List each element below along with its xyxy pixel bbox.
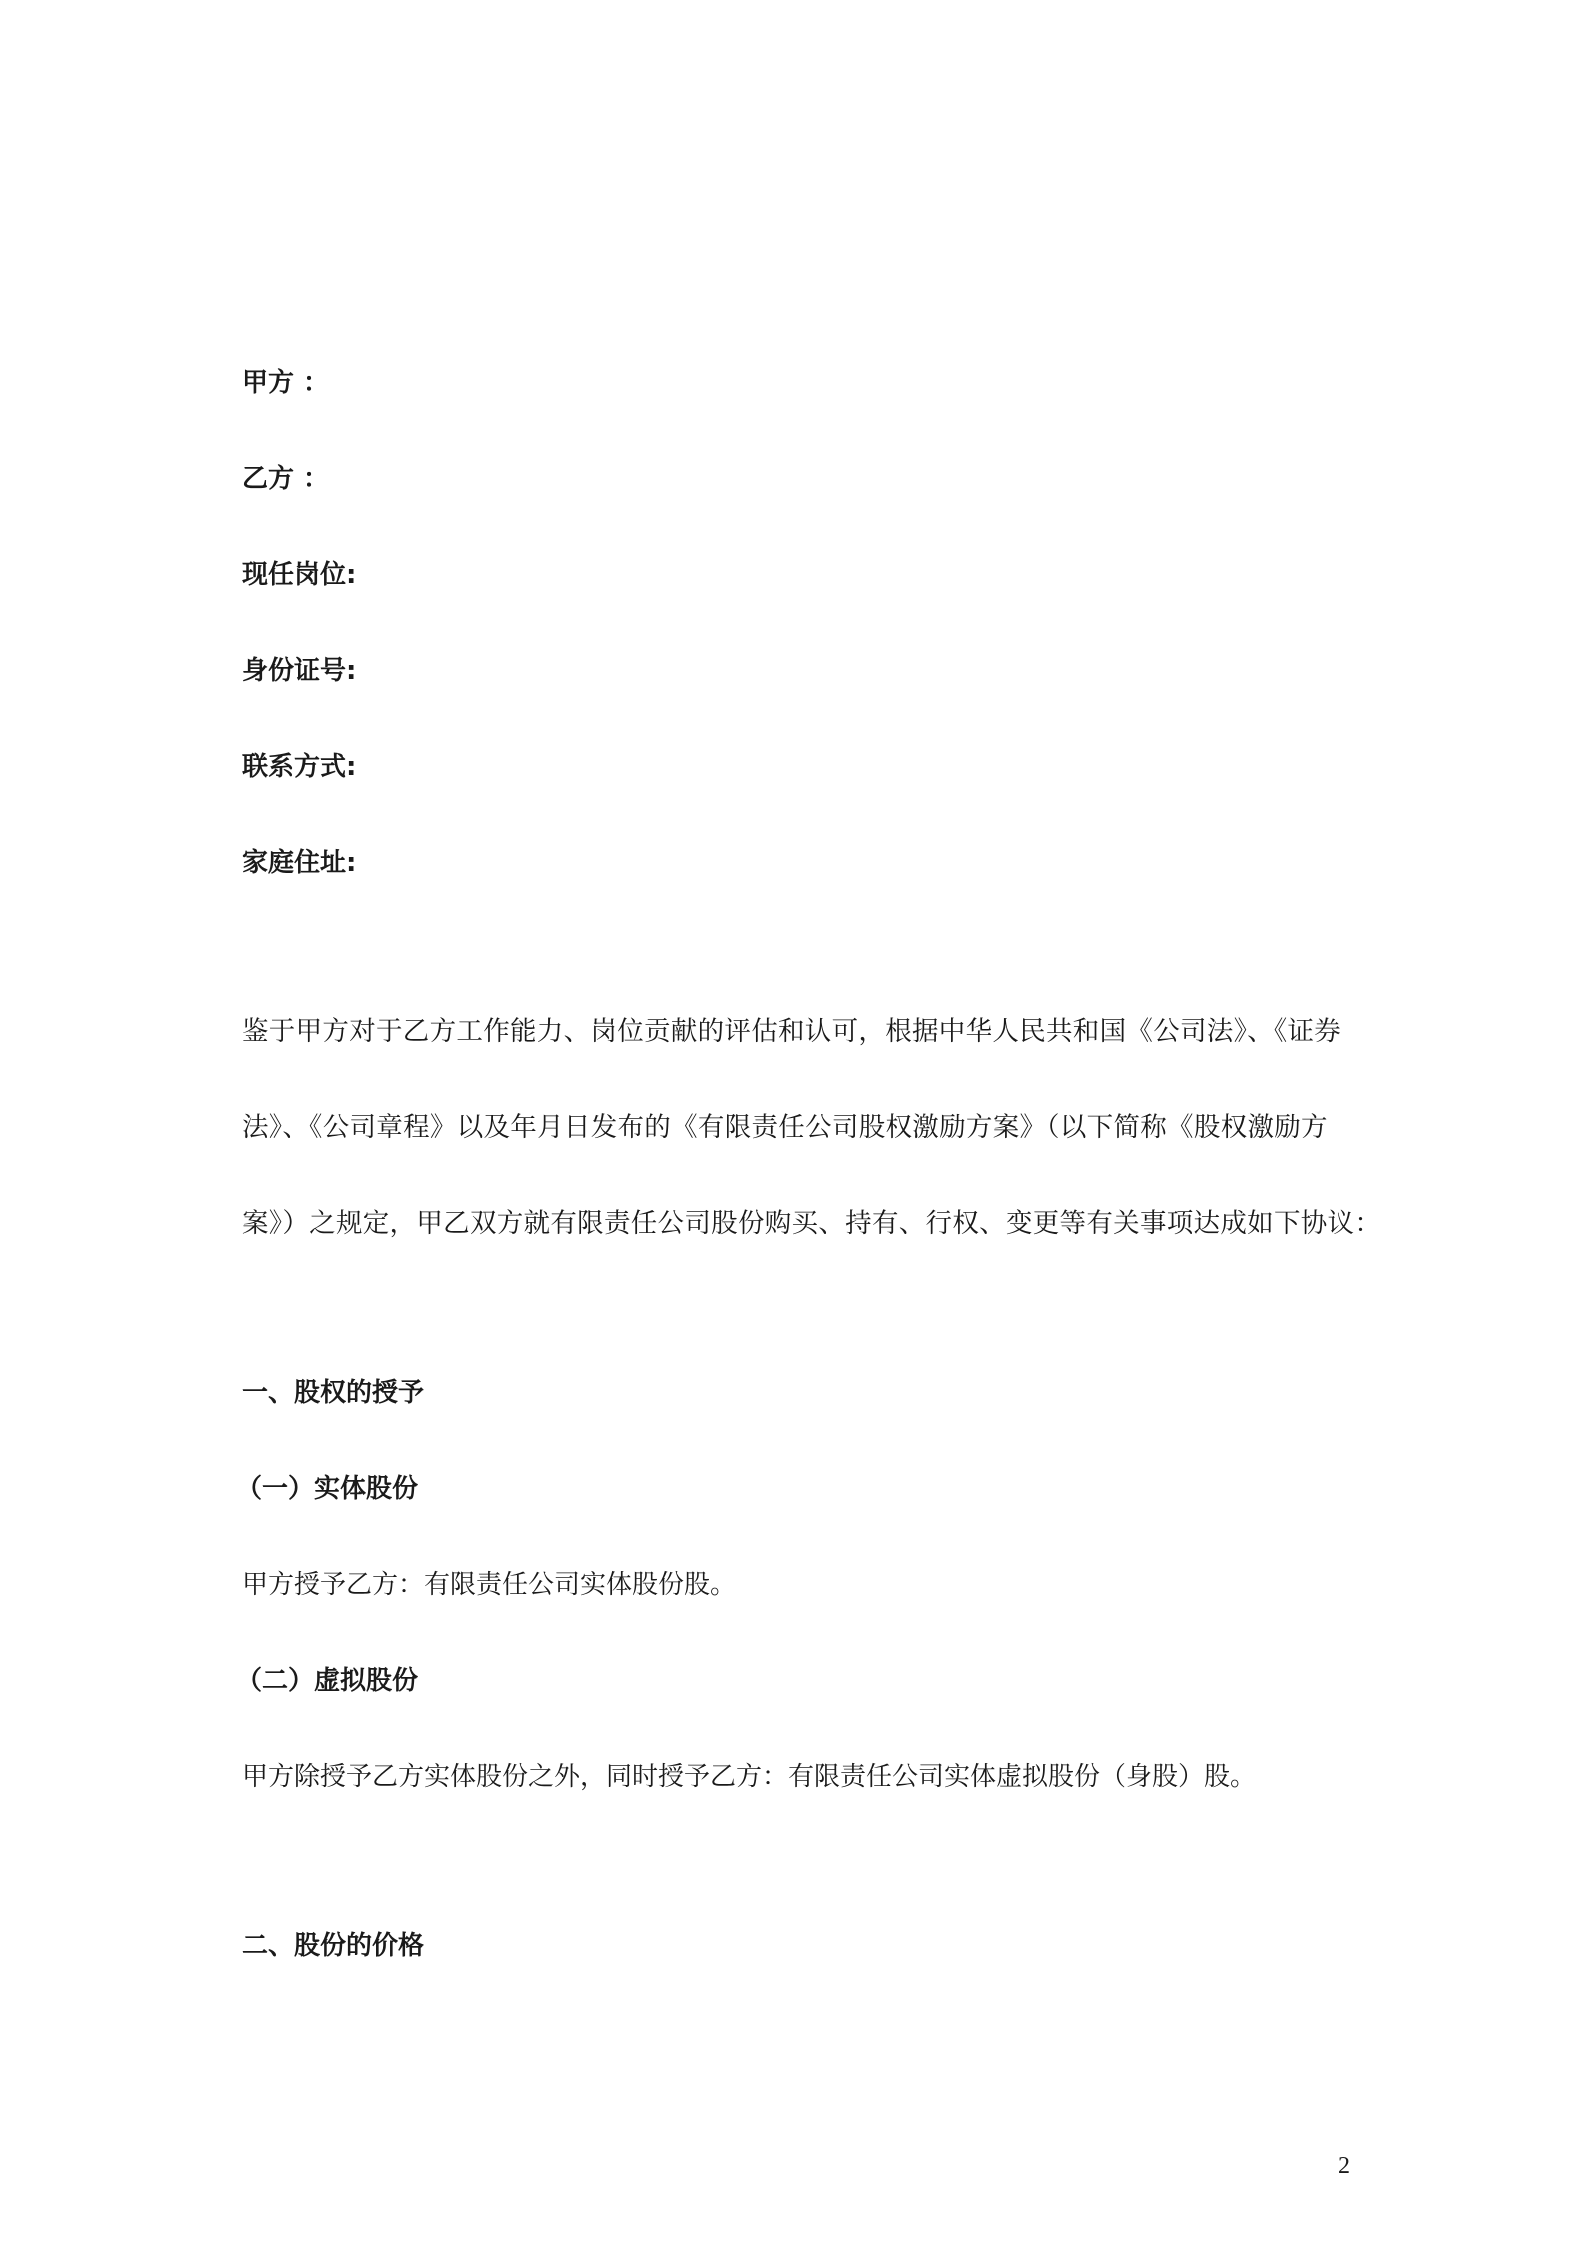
id-number-label: 身份证号: — [242, 656, 357, 686]
page-number: 2 — [1338, 2153, 1350, 2179]
section-1-sub-2-text: 甲方除授予乙方实体股份之外，同时授予乙方：有限责任公司实体虚拟股份（身股）股。 — [242, 1762, 1257, 1792]
preamble-line-3: 案》）之规定，甲乙双方就有限责任公司股份购买、持有、行权、变更等有关事项达成如下协议： — [242, 1208, 1382, 1239]
home-address-label: 家庭住址: — [242, 848, 357, 878]
preamble-line-1: 鉴于甲方对于乙方工作能力、岗位贡献的评估和认可，根据中华人民共和国《公司法》、《证券 — [242, 1016, 1342, 1047]
section-2-heading: 二、股份的价格 — [242, 1931, 425, 1961]
party-a-label: 甲方 ： — [242, 368, 330, 398]
section-1-sub-2-heading: （二）虚拟股份 — [236, 1666, 419, 1696]
preamble-line-2: 法》、《公司章程》以及年月日发布的《有限责任公司股权激励方案》（以下简称《股权激励方 — [242, 1112, 1328, 1143]
contact-label: 联系方式: — [242, 752, 357, 782]
party-b-label: 乙方 ： — [242, 464, 330, 494]
section-1-sub-1-text: 甲方授予乙方：有限责任公司实体股份股。 — [242, 1570, 737, 1600]
current-position-label: 现任岗位: — [242, 560, 357, 590]
section-1-sub-1-heading: （一）实体股份 — [236, 1474, 419, 1504]
section-1-heading: 一、股权的授予 — [242, 1378, 425, 1408]
